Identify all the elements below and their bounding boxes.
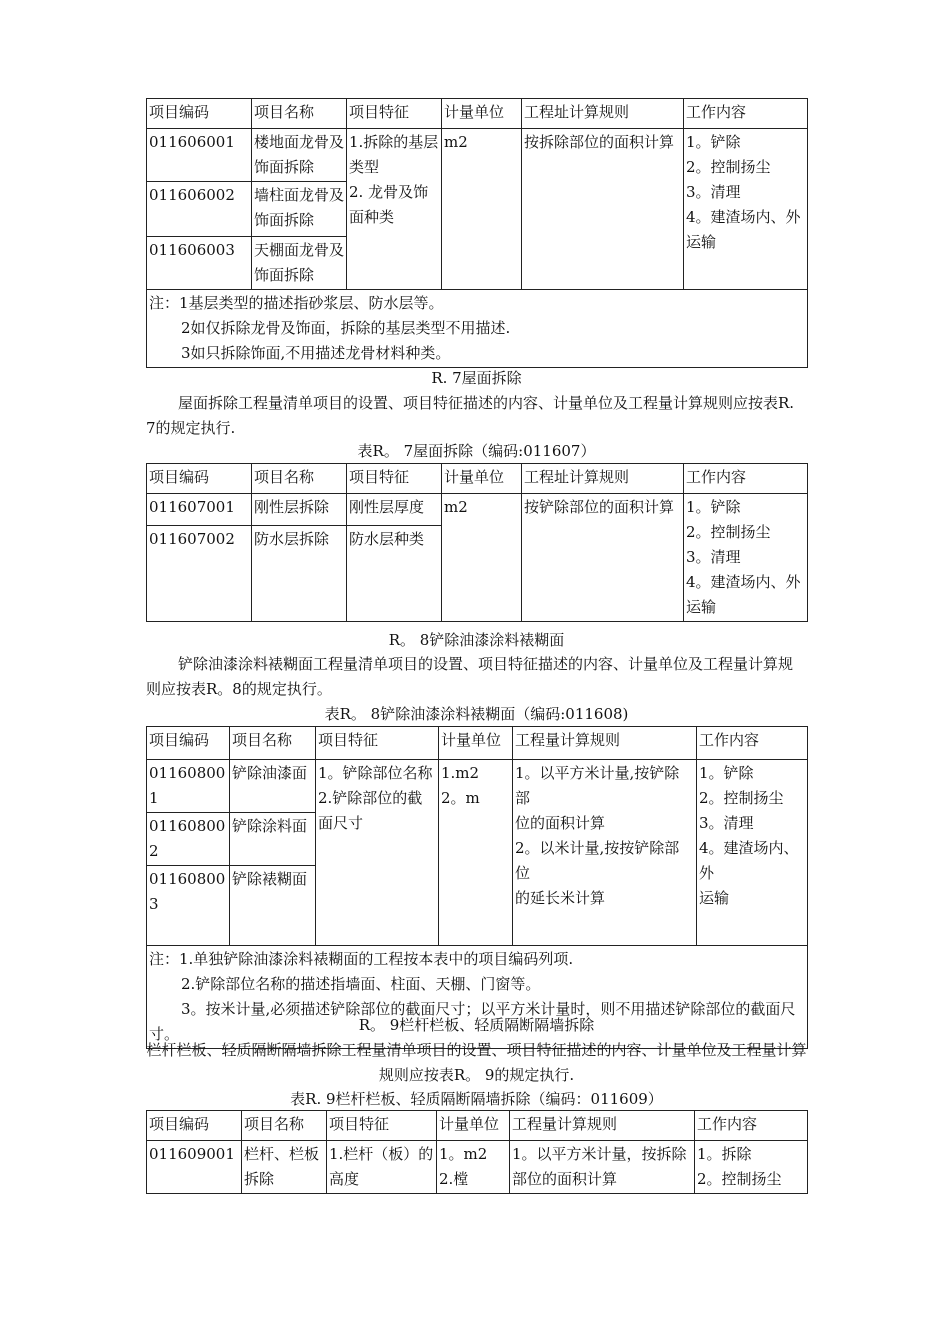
item-name: 刚性层拆除 [252, 494, 347, 526]
item-feature: 1。铲除部位名称 2.铲除部位的截面尺寸 [316, 760, 439, 946]
header-cell: 工作内容 [684, 464, 808, 494]
item-feature: 1.栏杆（板）的高度 [327, 1141, 437, 1194]
table-notes [147, 290, 808, 368]
table-r9 [146, 1110, 807, 1194]
item-name: 铲除油漆面 [230, 760, 316, 813]
header-cell: 项目编码 [147, 727, 230, 760]
header-cell: 工程址计算规则 [522, 464, 684, 494]
item-rule: 1。以平方米计量,按铲除部 位的面积计算 2。以米计量,按按铲除部位 的延长米计算 [513, 760, 697, 946]
section-heading: R。 9栏杆栏板、轻质隔断隔墙拆除 [358, 1016, 595, 1034]
header-cell: 工程量计算规则 [510, 1111, 695, 1141]
table-row [147, 494, 808, 526]
item-unit: m2 [442, 129, 522, 290]
header-cell: 工程址计算规则 [522, 99, 684, 129]
header-cell: 项目特征 [316, 727, 439, 760]
header-cell: 工作内容 [684, 99, 808, 129]
item-name: 墙柱面龙骨及饰面拆除 [252, 182, 347, 237]
note-line: 注：1基层类型的描述指砂浆层、防水层等。 [149, 294, 444, 312]
header-cell: 项目特征 [347, 464, 442, 494]
section-heading: R. 7屋面拆除 [431, 369, 522, 387]
item-code: 011606002 [147, 182, 252, 237]
table-r8 [146, 726, 807, 1049]
table-caption: 表R。 7屋面拆除（编码:011607） [357, 442, 596, 460]
section-paragraph: 屋面拆除工程量清单项目的设置、项目特征描述的内容、计量单位及工程量计算规则应按表R. 7的规定执行. [146, 394, 795, 437]
note-line: 2如仅拆除龙骨及饰面，拆除的基层类型不用描述. [181, 319, 511, 337]
header-cell: 工作内容 [695, 1111, 808, 1141]
item-feature: 防水层种类 [347, 526, 442, 622]
item-work: 1。铲除 2。控制扬尘 3。清理 4。建渣场内、外运输 [684, 494, 808, 622]
header-cell: 项目名称 [252, 464, 347, 494]
header-cell: 计量单位 [439, 727, 513, 760]
header-cell: 计量单位 [437, 1111, 510, 1141]
header-cell: 项目特征 [327, 1111, 437, 1141]
item-name: 铲除涂料面 [230, 813, 316, 866]
section-heading: R。 8铲除油漆涂料裱糊面 [388, 631, 565, 649]
table-notes-row [147, 290, 808, 368]
section-paragraph: 栏杆栏板、轻质隔断隔墙拆除工程量清单项目的设置、项目特征描述的内容、计量单位及工程量计算规则应按表R。 9的规定执行. [146, 1041, 807, 1084]
table-header-row [147, 727, 808, 760]
item-name: 栏杆、栏板拆除 [242, 1141, 327, 1194]
item-code: 011609001 [147, 1141, 242, 1194]
item-code: 011608002 [147, 813, 230, 866]
item-code: 011606001 [147, 129, 252, 182]
item-code: 011608001 [147, 760, 230, 813]
header-cell: 项目编码 [147, 99, 252, 129]
item-rule: 1。以平方米计量，按拆除部位的面积计算 [510, 1141, 695, 1194]
item-feature: 刚性层厚度 [347, 494, 442, 526]
note-line: 2.铲除部位名称的描述指墙面、柱面、天棚、门窗等。 [181, 975, 541, 993]
item-name: 天棚面龙骨及饰面拆除 [252, 237, 347, 290]
table-header-row [147, 1111, 808, 1141]
section-paragraph: 铲除油漆涂料裱糊面工程量清单项目的设置、项目特征描述的内容、计量单位及工程量计算规则应按表R。8的规定执行。 [146, 655, 794, 698]
table-row [147, 760, 808, 813]
header-cell: 计量单位 [442, 464, 522, 494]
item-work: 1。铲除 2。控制扬尘 3。清理 4。建渣场内、外运输 [684, 129, 808, 290]
item-name: 楼地面龙骨及饰面拆除 [252, 129, 347, 182]
table-r7 [146, 463, 807, 622]
item-code: 011607001 [147, 494, 252, 526]
table-caption: 表R。 8铲除油漆涂料裱糊面（编码:011608) [324, 705, 629, 723]
item-work: 1。铲除 2。控制扬尘 3。清理 4。建渣场内、外 运输 [697, 760, 808, 946]
header-cell: 项目编码 [147, 1111, 242, 1141]
item-code: 011606003 [147, 237, 252, 290]
table-r6 [146, 98, 807, 368]
item-work: 1。拆除 2。控制扬尘 [695, 1141, 808, 1194]
header-cell: 项目特征 [347, 99, 442, 129]
item-feature: 1.拆除的基层类型 2. 龙骨及饰面种类 [347, 129, 442, 290]
table-header-row [147, 99, 808, 129]
item-rule: 按拆除部位的面积计算 [522, 129, 684, 290]
item-rule: 按铲除部位的面积计算 [522, 494, 684, 622]
note-line: 注：1.单独铲除油漆涂料裱糊面的工程按本表中的项目编码列项. [149, 950, 574, 968]
item-unit: 1.m2 2。m [439, 760, 513, 946]
header-cell: 工作内容 [697, 727, 808, 760]
header-cell: 项目编码 [147, 464, 252, 494]
table-row [147, 1141, 808, 1194]
header-cell: 工程量计算规则 [513, 727, 697, 760]
note-line: 3。按米计量,必须描述铲除部位的截面尺寸；以平方米计量时，则不用描述铲除部位的截面尺寸。 [149, 1000, 796, 1043]
note-line: 3如只拆除饰面,不用描述龙骨材料种类。 [181, 344, 451, 362]
header-cell: 项目名称 [242, 1111, 327, 1141]
table-row [147, 129, 808, 182]
item-unit: 1。m2 2.樘 [437, 1141, 510, 1194]
table-caption: 表R. 9栏杆栏板、轻质隔断隔墙拆除（编码：011609） [290, 1090, 663, 1108]
item-code: 011608003 [147, 866, 230, 946]
header-cell: 项目名称 [252, 99, 347, 129]
item-name: 铲除裱糊面 [230, 866, 316, 946]
item-unit: m2 [442, 494, 522, 622]
header-cell: 项目名称 [230, 727, 316, 760]
item-code: 011607002 [147, 526, 252, 622]
header-cell: 计量单位 [442, 99, 522, 129]
table-header-row [147, 464, 808, 494]
item-name: 防水层拆除 [252, 526, 347, 622]
